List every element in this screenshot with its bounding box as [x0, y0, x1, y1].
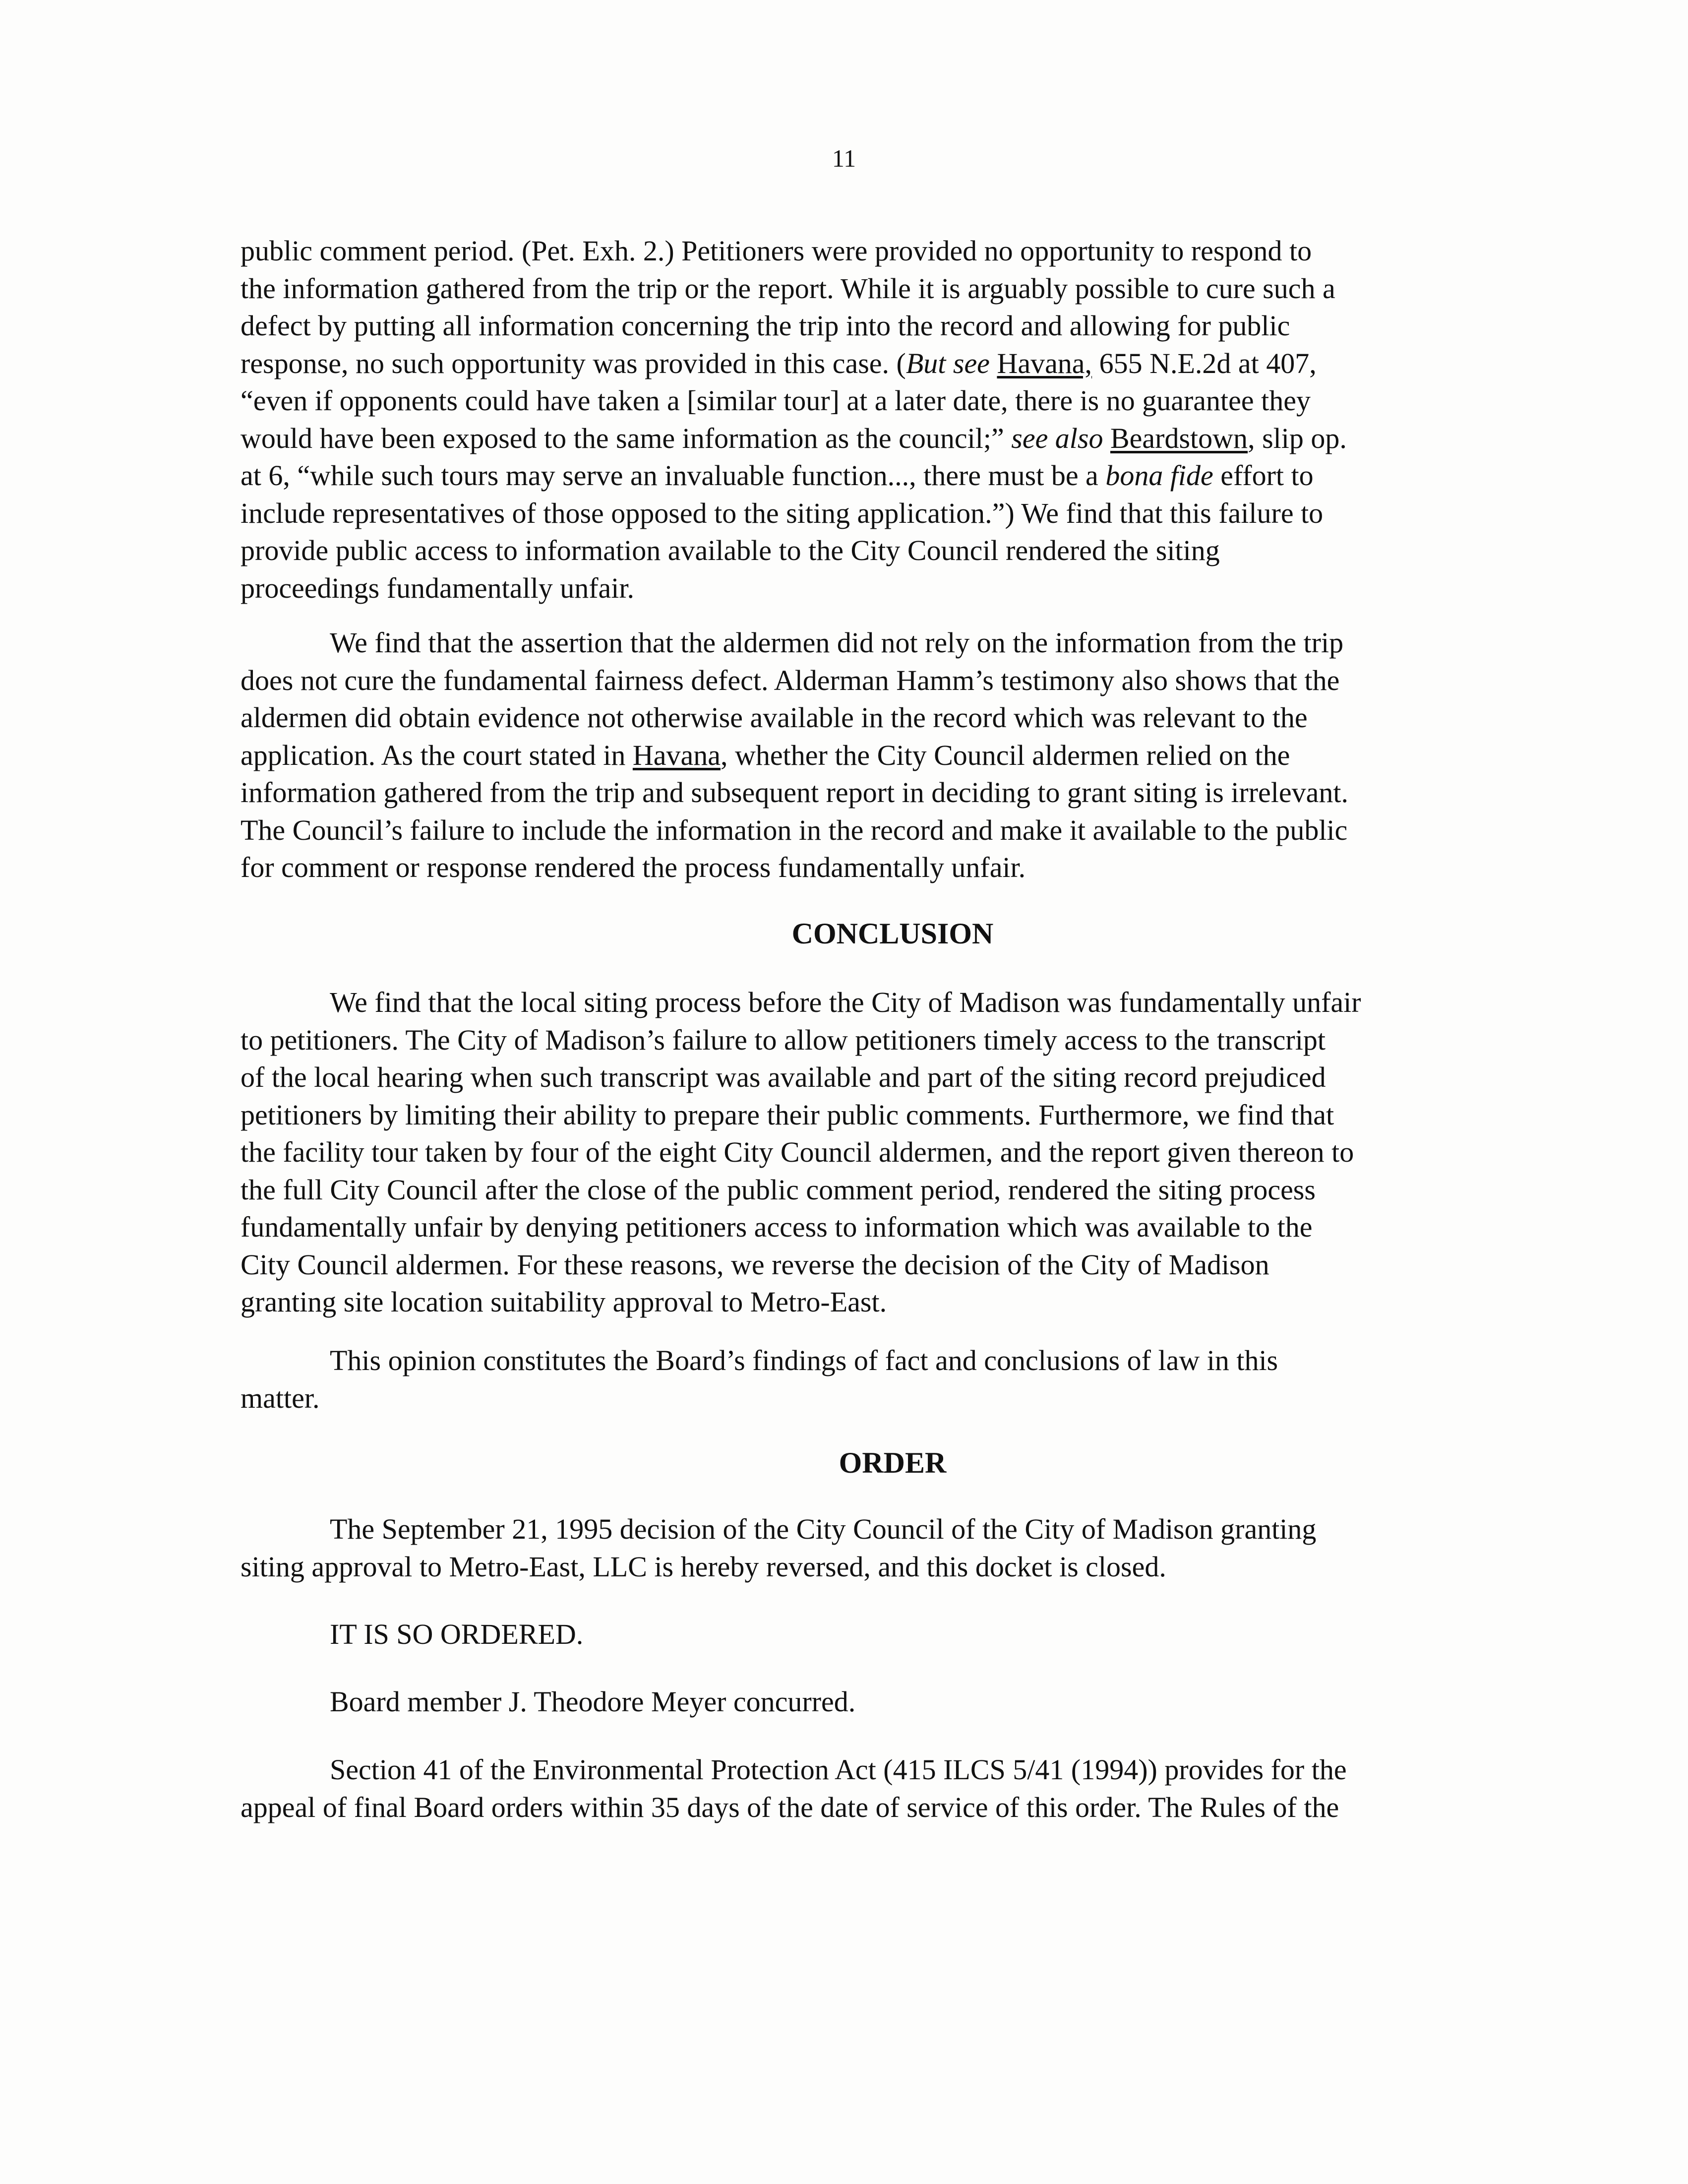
text-run: effort to — [1213, 459, 1314, 492]
text-line: proceedings fundamentally unfair. — [241, 571, 635, 604]
paragraph-appeal — [241, 1751, 1455, 1826]
paragraph-concurrence — [241, 1683, 1455, 1721]
text-line: The September 21, 1995 decision of the City Council of the City of Madison granting — [330, 1513, 1317, 1545]
text-run: response, no such opportunity was provided in this case. ( — [241, 347, 906, 379]
text-line: does not cure the fundamental fairness defect. Alderman Hamm’s testimony also shows that the — [241, 664, 1340, 696]
text-line: to petitioners. The City of Madison’s failure to allow petitioners timely access to the transcript — [241, 1023, 1326, 1056]
text-line: information gathered from the trip and subsequent report in deciding to grant siting is irrelevant. — [241, 776, 1349, 809]
text-run: 655 N.E.2d at 407, — [1092, 347, 1317, 379]
text-run: , slip op. — [1248, 422, 1347, 454]
text-line: include representatives of those opposed to the siting application.”) We find that this failure to — [241, 497, 1324, 529]
text-line: City Council aldermen. For these reasons, we reverse the decision of the City of Madison — [241, 1248, 1269, 1281]
text-line — [241, 737, 1455, 774]
text-run: would have been exposed to the same information as the council;” — [241, 422, 1012, 454]
text-run: application. As the court stated in — [241, 739, 633, 771]
text-line: of the local hearing when such transcript was available and part of the siting record prejudiced — [241, 1061, 1326, 1093]
text-line: the information gathered from the trip or the report. While it is arguably possible to cure such a — [241, 272, 1335, 305]
text-line: aldermen did obtain evidence not otherwise available in the record which was relevant to the — [241, 701, 1308, 734]
text-run: , whether the City Council aldermen relied on the — [721, 739, 1290, 771]
paragraph-conclusion — [241, 984, 1455, 1321]
text-line: petitioners by limiting their ability to prepare their public comments. Furthermore, we find that — [241, 1098, 1334, 1131]
text-line — [241, 420, 1455, 457]
paragraph-findings — [241, 1342, 1455, 1417]
text-line: Board member J. Theodore Meyer concurred. — [330, 1685, 856, 1718]
text-line: provide public access to information available to the City Council rendered the siting — [241, 534, 1220, 566]
case-cite-beardstown: Beardstown — [1110, 422, 1248, 454]
paragraph-so-ordered — [241, 1616, 1455, 1653]
paragraph-order — [241, 1510, 1455, 1585]
heading-conclusion: CONCLUSION — [791, 917, 994, 950]
paragraph-reliance — [241, 624, 1455, 886]
text-line: for comment or response rendered the process fundamentally unfair. — [241, 851, 1026, 883]
text-line: We find that the local siting process before the City of Madison was fundamentally unfair — [330, 986, 1361, 1018]
text-line — [241, 457, 1455, 495]
text-line — [241, 345, 1455, 382]
text-line: appeal of final Board orders within 35 days of the date of service of this order. The Rules of the — [241, 1791, 1339, 1823]
text-line: granting site location suitability approval to Metro-East. — [241, 1286, 887, 1318]
case-cite-havana: Havana — [632, 739, 721, 771]
italic-bona-fide: bona fide — [1105, 459, 1213, 492]
text-line: the facility tour taken by four of the eight City Council aldermen, and the report given thereon to — [241, 1136, 1354, 1168]
heading-order: ORDER — [839, 1446, 947, 1479]
page-number: 11 — [832, 144, 856, 172]
text-line: matter. — [241, 1381, 320, 1414]
paragraph-tour-defect — [241, 232, 1455, 607]
text-line: This opinion constitutes the Board’s findings of fact and conclusions of law in this — [330, 1344, 1278, 1376]
case-cite-havana: Havana, — [997, 347, 1092, 379]
text-line: Section 41 of the Environmental Protection Act (415 ILCS 5/41 (1994)) provides for the — [330, 1753, 1347, 1786]
text-line: the full City Council after the close of the public comment period, rendered the siting process — [241, 1173, 1316, 1206]
text-line: IT IS SO ORDERED. — [330, 1618, 584, 1650]
text-line: “even if opponents could have taken a [similar tour] at a later date, there is no guarantee they — [241, 384, 1311, 417]
text-line: The Council’s failure to include the information in the record and make it available to the public — [241, 813, 1348, 846]
text-line: siting approval to Metro-East, LLC is hereby reversed, and this docket is closed. — [241, 1550, 1166, 1583]
text-line: defect by putting all information concerning the trip into the record and allowing for public — [241, 310, 1290, 342]
text-line: We find that the assertion that the aldermen did not rely on the information from the trip — [330, 626, 1344, 659]
signal-see-also: see also — [1011, 422, 1103, 454]
signal-but-see: But see — [905, 347, 990, 379]
text-line: public comment period. (Pet. Exh. 2.) Petitioners were provided no opportunity to respond to — [241, 235, 1312, 267]
text-line: fundamentally unfair by denying petitioners access to information which was available to the — [241, 1211, 1313, 1243]
text-run: at 6, “while such tours may serve an invaluable function..., there must be a — [241, 459, 1106, 492]
